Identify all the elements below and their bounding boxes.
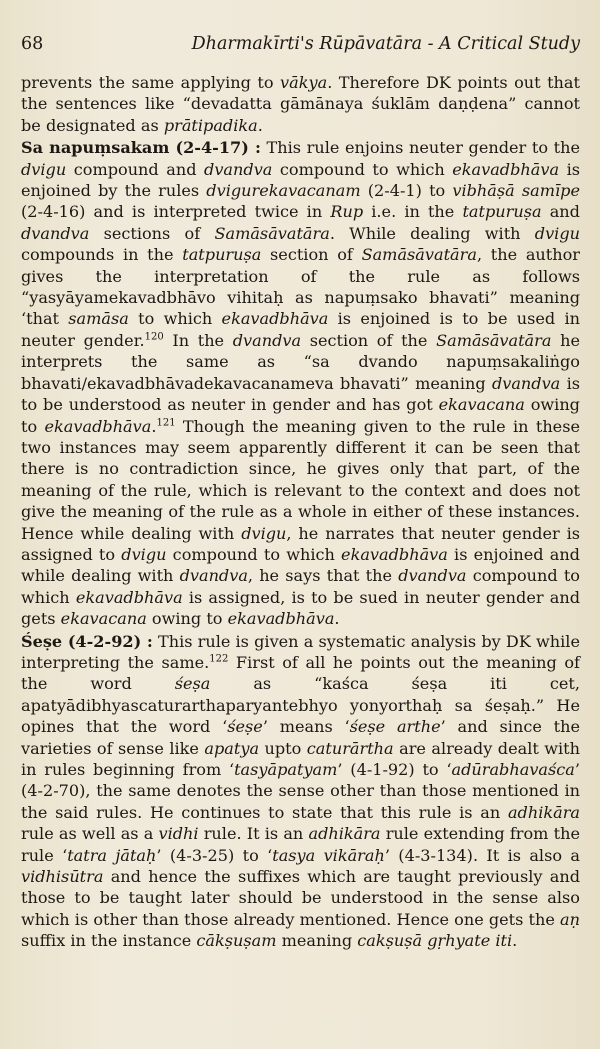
italic-term: dvigu [241,523,287,543]
text-run: This rule is given a systematic analysis by DK while interpreting the same. [21,631,580,672]
rule-heading: Śeṣe (4-2-92) : [21,631,153,651]
italic-term: śeṣe arthe [349,717,441,737]
text-run: compound and [66,159,205,179]
text-run: ’ (4-1-92) to ‘ [337,760,452,779]
italic-term: Samāsāvatāra [214,223,330,243]
running-header [21,34,580,54]
text-run: ’ and since the varieties of sense like [21,717,580,758]
italic-term: dvigurekavacanam [206,181,361,201]
running-title: Dharmakīrti's Rūpāvatāra - A Critical Study [191,34,580,54]
text-run: ’ means ‘ [262,717,350,737]
text-run: is assigned, is to be sued in neuter gender and gets [21,587,580,629]
text-run: prevents the same applying to [21,73,281,92]
italic-term: śeṣa [174,674,211,694]
italic-term: ekavadbhāva [75,587,183,607]
italic-term: apatya [204,738,260,758]
italic-term: prātipadika [163,115,258,135]
italic-term: tatra jātaḥ [67,845,157,865]
rule-heading: Sa napuṃsakam (2-4-17) : [21,138,261,158]
text-run: section of [261,245,362,265]
italic-term: ekavadbhāva [452,159,560,179]
italic-term: dvandva [204,159,273,179]
text-run: compound to which [166,544,342,564]
text-run: In the [163,330,233,350]
text-run: First of all he points out the meaning of the word [21,652,581,694]
italic-term: dvandva [232,330,302,350]
italic-term: aṇ [560,909,580,929]
text-run: , he says that the [247,566,399,586]
text-run: . [151,416,157,436]
italic-term: ekavadbhāva [341,544,448,564]
italic-term: śeṣe [227,717,263,737]
italic-term: cākṣuṣam [196,931,277,951]
italic-term: dvandva [398,566,467,586]
italic-term: dvigu [21,159,67,179]
text-run: compound to which [272,159,453,179]
text-run: ’ (4-3-25) to ‘ [156,845,273,865]
italic-term: vidhisūtra [21,867,104,887]
text-run: . [334,609,340,629]
text-run: . [512,931,518,951]
text-run: is enjoined by the rules [21,159,580,201]
text-run: section of the [301,330,437,350]
text-run: sections of [89,223,215,243]
italic-term: Samāsāvatāra [361,245,477,265]
text-run: This rule enjoins neuter gender to the [260,138,580,158]
text-run: ’ (4-3-134). It is also a [384,845,580,865]
text-run: ’ (4-2-70), the same denotes the sense other than those mentioned in the said rules. He continues to state that this rule is an [21,760,580,822]
italic-term: ekavadbhāva [44,416,152,436]
italic-term: ekavadbhāva [221,309,329,329]
text-run: is enjoined and while dealing with [21,544,580,586]
text-run: , the author gives the interpretation of the rule as follows “yasyāyamekavadbhāvo vihitaḥ as napuṃsako bhavati” meaning ‘that [21,245,580,329]
italic-term: samāsa [68,309,129,329]
italic-term: adūrabhavaśca [451,760,575,779]
text-run: rule extending from the rule ‘ [21,824,580,865]
italic-term: Samāsāvatāra [436,330,552,350]
italic-term: ekavacana [438,395,525,415]
italic-term: vākya [280,73,328,92]
italic-term: tasya vikāraḥ [272,845,385,865]
italic-term: dvigu [534,223,580,243]
italic-term: dvandva [179,566,248,586]
paragraph [21,72,580,136]
text-run: as “kaśca śeṣa iti cet, apatyādibhyascaturarthaparyantebhyo yonyorthaḥ sa śeṣaḥ.” He opines that the word ‘ [21,674,580,737]
italic-term: adhikāra [507,802,580,822]
text-run: meaning [276,931,358,951]
italic-term: tatpuruṣa [462,202,542,222]
text-run: owing to [21,395,580,436]
italic-term: vidhi [158,824,199,844]
text-run: owing to [146,609,228,629]
text-run: and [541,202,580,222]
body-text [21,72,580,952]
italic-term: tatpuruṣa [182,245,262,265]
italic-term: ekavacana [60,609,147,629]
text-run: are already dealt with in rules beginning from ‘ [21,738,581,779]
italic-term: dvandva [21,223,90,243]
paragraph [21,631,580,952]
text-run: he interprets the same as “sa dvando napuṃsakaliṅgo bhavati/ekavadbhāvadekavacanameva bhavati” meaning [21,330,580,393]
italic-term: dvigu [121,544,167,564]
text-run: to which [128,309,222,329]
page-number: 68 [21,34,44,54]
text-run: , he narrates that neuter gender is assigned to [21,523,580,564]
italic-term: dvandva [491,373,561,393]
text-run: Though the meaning given to the rule in these two instances may seem apparently different it can be seen that there is no contradiction since, he gives only that part, of the meaning of the rule, which is relevant to the context and does not give the meaning of the rule as a whole in either of these instances. Hence while dealing with [21,416,580,543]
text-run: (2-4-16) and is interpreted twice in [21,202,331,222]
text-run: is to be understood as neuter in gender and has got [21,373,580,415]
text-run: . Therefore DK points out that the sentences like “devadatta gāmānaya śuklām daṇḍena” cannot be designated as [21,73,580,135]
text-run: and hence the suffixes which are taught previously and those to be taught later should be understood in the sense also which is other than those already mentioned. Hence one gets the [21,867,580,929]
text-run: . [257,115,263,135]
italic-term: cakṣuṣā gṛhyate iti [357,931,513,951]
text-run: compounds in the [21,245,183,265]
footnote-marker: 121 [156,417,176,429]
text-run: rule as well as a [21,824,159,844]
text-run: is enjoined is to be used in neuter gender. [21,309,580,350]
italic-term: vibhāṣā samīpe [452,181,580,201]
italic-term: Rup [330,202,364,222]
text-run: i.e. in the [363,202,463,222]
text-run: suffix in the instance [21,931,197,951]
italic-term: adhikāra [308,824,381,844]
paragraph [21,137,580,629]
italic-term: tasyāpatyam [234,760,338,779]
italic-term: ekavadbhāva [227,609,335,629]
text-run: . While dealing with [329,223,535,243]
footnote-marker: 122 [209,653,229,665]
text-run: compound to which [21,566,580,607]
text-run: upto [259,738,307,758]
text-run: (2-4-1) to [360,181,453,201]
text-run: rule. It is an [198,824,309,844]
footnote-marker: 120 [144,331,164,343]
italic-term: caturārtha [306,738,394,758]
